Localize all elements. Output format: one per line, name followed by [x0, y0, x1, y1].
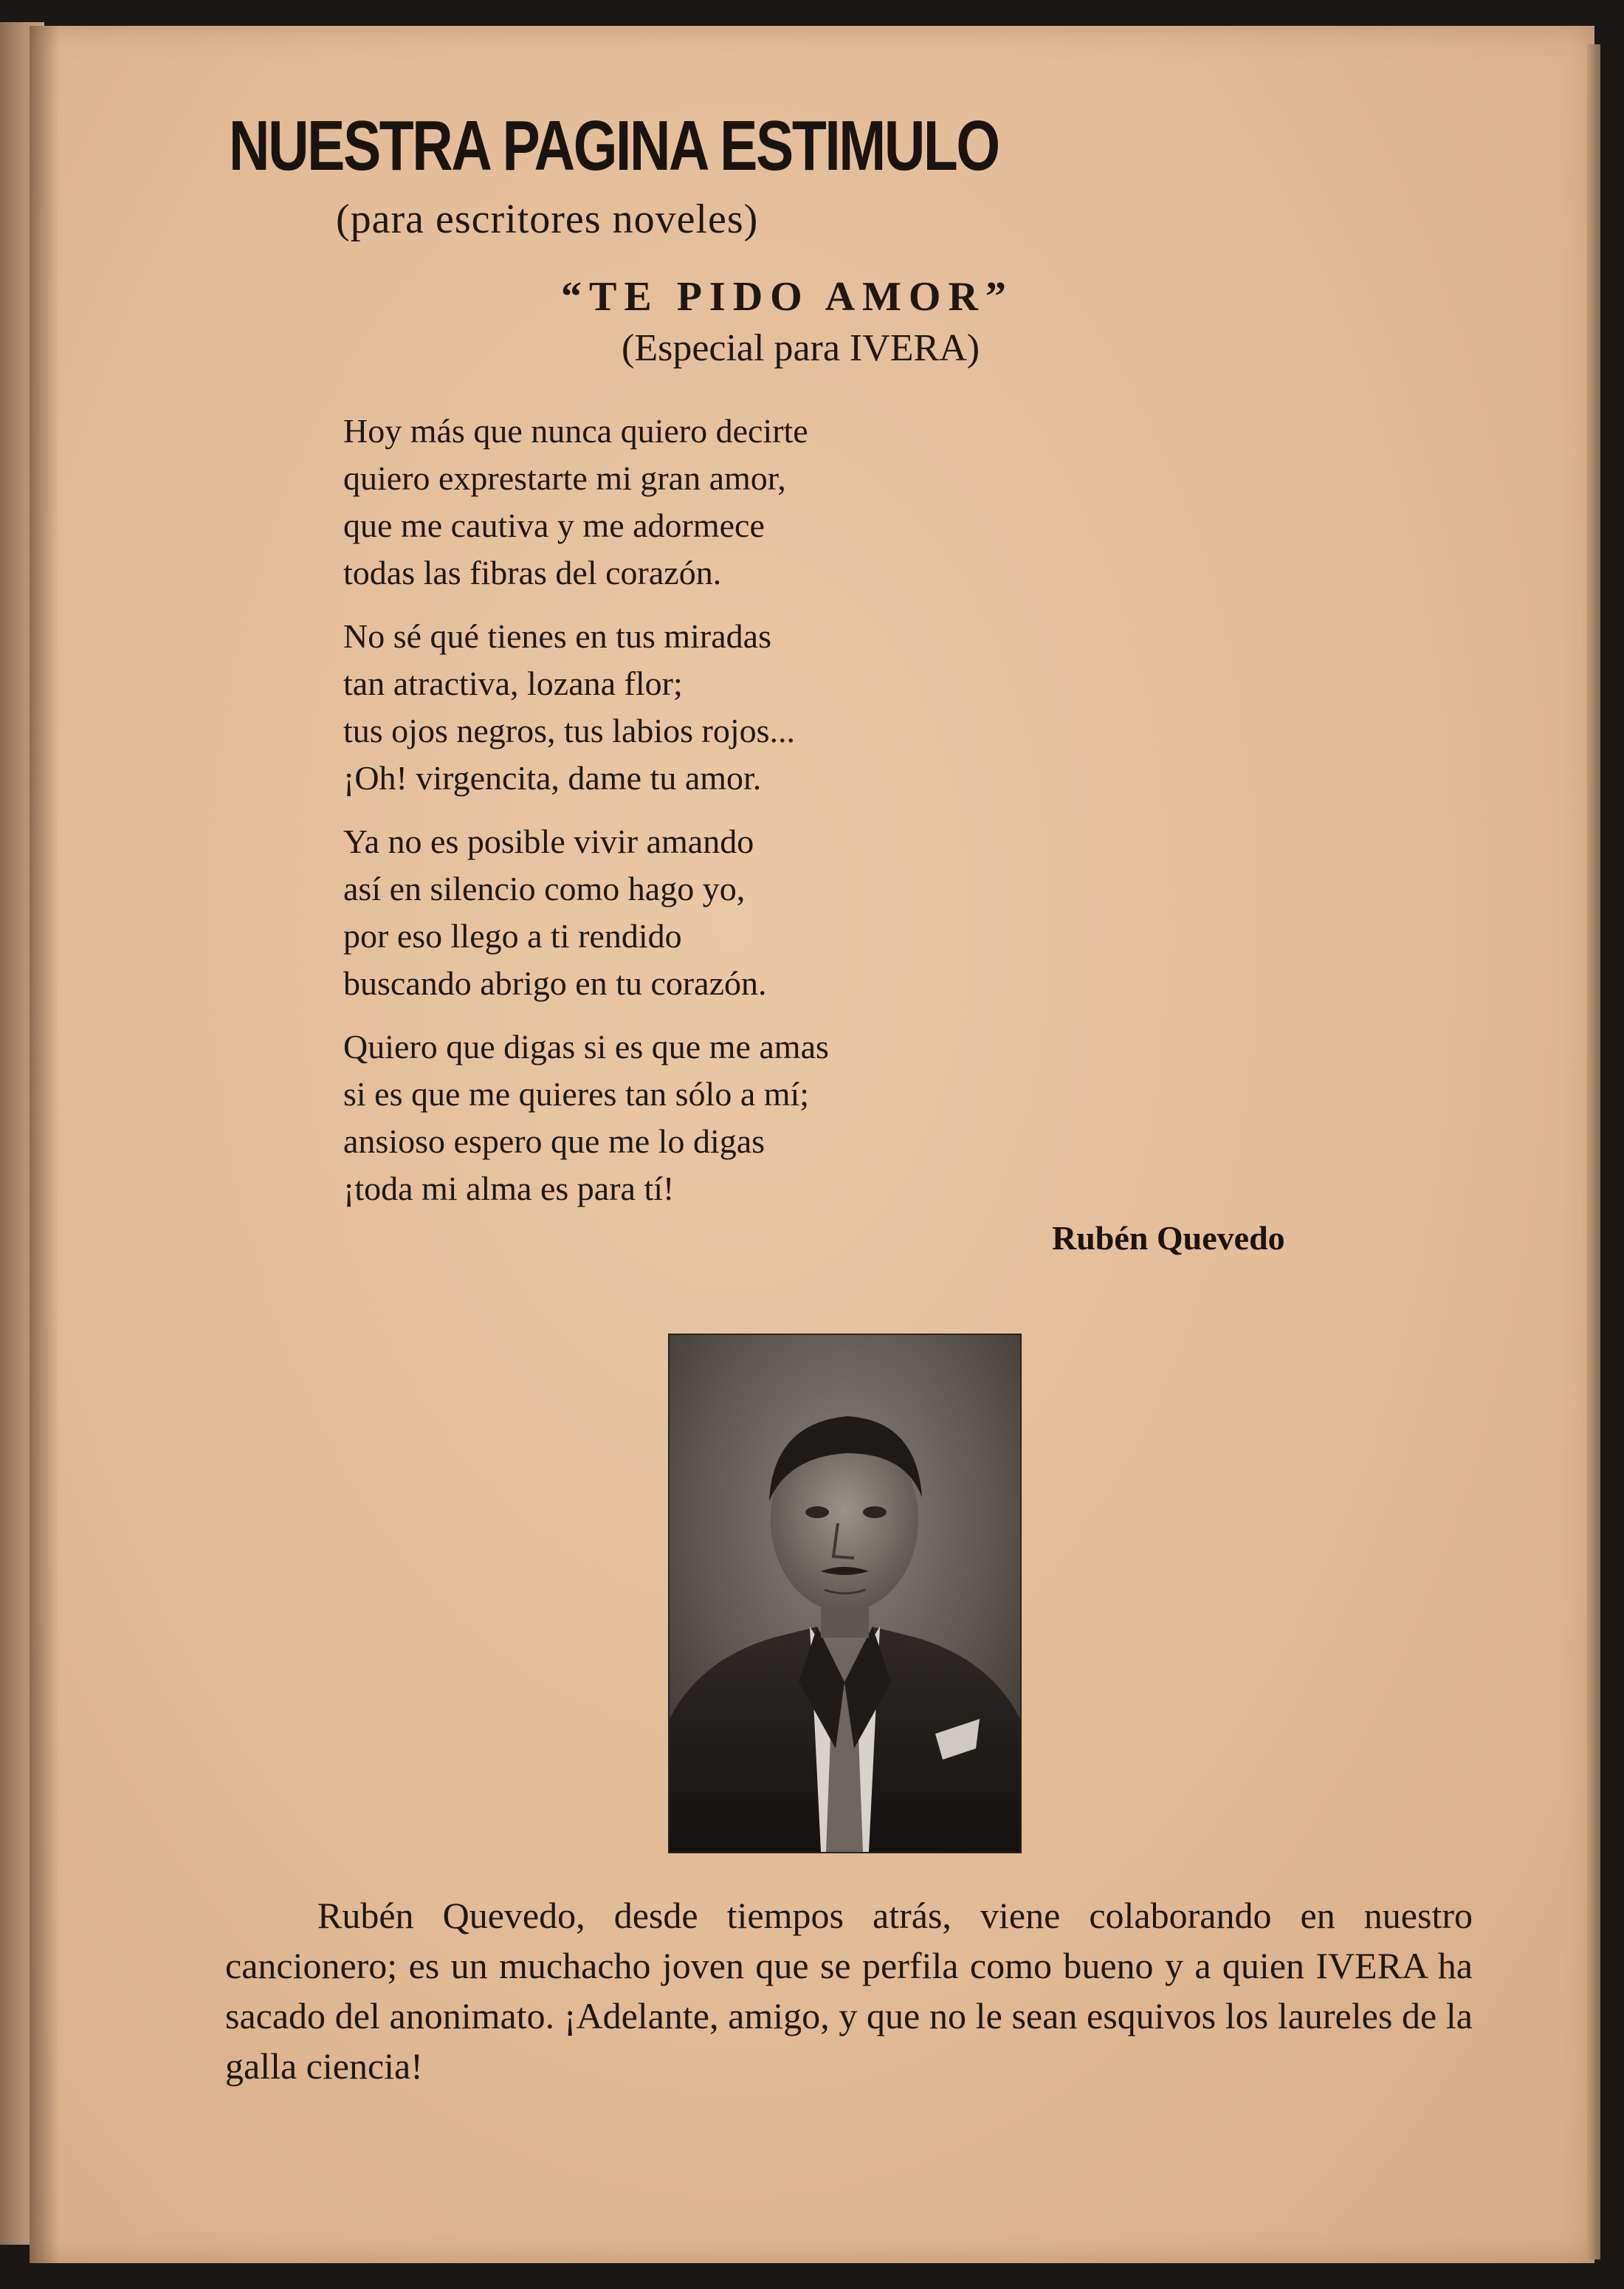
- stanza-1: [343, 408, 1067, 597]
- poem-title: “TE PIDO AMOR”: [561, 274, 1014, 320]
- poem-line: por eso llego a ti rendido: [343, 917, 682, 955]
- poem-body: [343, 408, 1067, 1229]
- poem-line: buscando abrigo en tu corazón.: [343, 964, 767, 1002]
- poem-author: Rubén Quevedo: [1052, 1219, 1285, 1257]
- poem-line: ansioso espero que me lo digas: [343, 1122, 765, 1160]
- page-right-edge: [1587, 44, 1600, 2259]
- author-biography: Rubén Quevedo, desde tiempos atrás, viene colaborando en nuestro cancionero; es un muchacho joven que se perfila como bueno y a quien IVERA ha sacado del anonimato. ¡Adelante, amigo, y que no le sean esquivos los laureles de la galla ciencia!: [225, 1895, 1473, 2087]
- poem-line: tan atractiva, lozana flor;: [343, 665, 683, 702]
- page-gutter-shadow: [30, 26, 59, 2263]
- poem-line: todas las fibras del corazón.: [343, 554, 722, 591]
- poem-line: ¡Oh! virgencita, dame tu amor.: [343, 759, 762, 797]
- poem-line: así en silencio como hago yo,: [343, 870, 746, 907]
- poem-line: Hoy más que nunca quiero decirte: [343, 412, 808, 450]
- poem-dedication: (Especial para IVERA): [622, 327, 980, 369]
- stanza-4: [343, 1023, 1067, 1212]
- poem-line: tus ojos negros, tus labios rojos...: [343, 712, 796, 749]
- portrait-illustration: [670, 1335, 1020, 1852]
- stanza-3: [343, 818, 1067, 1007]
- poem-line: quiero exprestarte mi gran amor,: [343, 459, 786, 497]
- poem-line: Ya no es posible vivir amando: [343, 823, 754, 860]
- poem-line: si es que me quieres tan sólo a mí;: [343, 1075, 810, 1113]
- section-subheading: (para escritores noveles): [336, 196, 759, 242]
- poem-line: No sé qué tienes en tus miradas: [343, 617, 771, 655]
- stanza-2: [343, 613, 1067, 802]
- poem-line: ¡toda mi alma es para tí!: [343, 1170, 675, 1207]
- poem-line: que me cautiva y me adormece: [343, 507, 765, 544]
- poem-line: Quiero que digas si es que me amas: [343, 1028, 829, 1065]
- section-heading: NUESTRA PAGINA ESTIMULO: [229, 106, 999, 185]
- author-portrait-photo: [670, 1335, 1020, 1852]
